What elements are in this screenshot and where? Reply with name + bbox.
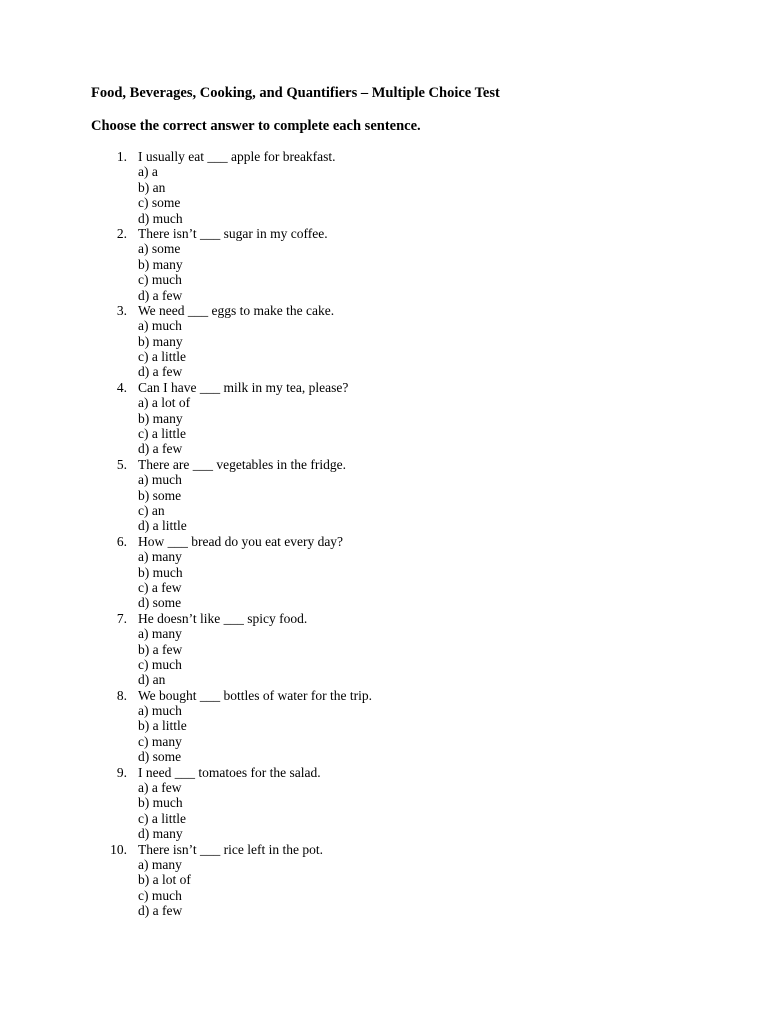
question-number: 1. — [116, 149, 127, 164]
answer-option: c) a little — [138, 426, 186, 442]
answer-option: b) an — [138, 179, 166, 195]
instructions-text: Choose the correct answer to complete each sentence. — [91, 118, 421, 134]
question-item — [0, 534, 768, 611]
question-item — [0, 765, 768, 842]
answer-option: d) some — [138, 595, 182, 611]
answer-options — [0, 395, 768, 457]
answer-option: d) some — [138, 749, 182, 765]
answer-option: b) a little — [138, 718, 187, 734]
question-number: 3. — [116, 302, 127, 318]
question-number: 5. — [116, 456, 127, 472]
question-item — [0, 842, 768, 919]
page-title: Food, Beverages, Cooking, and Quantifiers – Multiple Choice Test — [91, 85, 500, 101]
question-text: There are ___ vegetables in the fridge. — [138, 456, 347, 472]
answer-option: b) many — [138, 256, 183, 272]
answer-options — [0, 472, 768, 534]
question-line — [0, 149, 768, 164]
answer-option: c) an — [138, 502, 165, 518]
answer-option: d) a few — [138, 287, 183, 303]
answer-option: a) much — [138, 318, 182, 334]
question-line — [0, 688, 768, 703]
answer-option: d) an — [138, 672, 166, 688]
question-line — [0, 303, 768, 318]
answer-option: d) many — [138, 826, 183, 842]
answer-option: b) some — [138, 487, 182, 503]
answer-option: b) a lot of — [138, 872, 191, 888]
question-item — [0, 226, 768, 303]
question-text: There isn’t ___ rice left in the pot. — [138, 841, 323, 857]
answer-option: a) a few — [138, 780, 182, 796]
question-text: There isn’t ___ sugar in my coffee. — [138, 225, 328, 241]
answer-option: b) much — [138, 795, 183, 811]
answer-option: d) a little — [138, 518, 187, 534]
answer-option: a) some — [138, 241, 181, 257]
answer-option: a) a — [138, 164, 158, 180]
question-number: 10. — [110, 841, 127, 857]
answer-option: a) many — [138, 856, 182, 872]
answer-option: c) much — [138, 887, 182, 903]
answer-option: a) many — [138, 626, 182, 642]
answer-option: d) much — [138, 210, 183, 226]
question-number: 9. — [116, 764, 127, 780]
answer-option: c) much — [138, 272, 182, 288]
question-text: He doesn’t like ___ spicy food. — [138, 610, 308, 626]
question-line — [0, 457, 768, 472]
question-line — [0, 534, 768, 549]
answer-options — [0, 857, 768, 919]
question-list — [0, 149, 768, 919]
answer-options — [0, 241, 768, 303]
question-line — [0, 380, 768, 395]
question-number: 6. — [116, 533, 127, 549]
answer-option: b) many — [138, 333, 183, 349]
answer-option: a) much — [138, 472, 182, 488]
answer-options — [0, 626, 768, 688]
question-number: 8. — [116, 687, 127, 703]
question-item — [0, 149, 768, 226]
question-item — [0, 688, 768, 765]
answer-option: c) a little — [138, 810, 186, 826]
question-text: I usually eat ___ apple for breakfast. — [138, 149, 336, 164]
answer-options — [0, 318, 768, 380]
answer-option: a) a lot of — [138, 395, 191, 411]
question-line — [0, 842, 768, 857]
answer-option: a) much — [138, 703, 182, 719]
question-text: I need ___ tomatoes for the salad. — [138, 764, 321, 780]
question-number: 4. — [116, 379, 127, 395]
answer-options — [0, 703, 768, 765]
question-item — [0, 303, 768, 380]
question-number: 7. — [116, 610, 127, 626]
question-line — [0, 765, 768, 780]
question-number: 2. — [116, 225, 127, 241]
answer-option: a) many — [138, 549, 182, 565]
question-item — [0, 611, 768, 688]
answer-option: c) a few — [138, 579, 182, 595]
question-line — [0, 611, 768, 626]
answer-option: d) a few — [138, 441, 183, 457]
question-text: How ___ bread do you eat every day? — [138, 533, 344, 549]
answer-options — [0, 164, 768, 226]
question-text: We bought ___ bottles of water for the trip. — [138, 687, 372, 703]
answer-options — [0, 780, 768, 842]
answer-option: c) a little — [138, 349, 186, 365]
answer-option: c) much — [138, 656, 182, 672]
answer-option: b) much — [138, 564, 183, 580]
answer-option: d) a few — [138, 364, 183, 380]
question-line — [0, 226, 768, 241]
answer-option: b) a few — [138, 641, 183, 657]
answer-option: c) many — [138, 733, 182, 749]
answer-option: b) many — [138, 410, 183, 426]
answer-options — [0, 549, 768, 611]
question-text: Can I have ___ milk in my tea, please? — [138, 379, 349, 395]
question-item — [0, 380, 768, 457]
question-item — [0, 457, 768, 534]
answer-option: c) some — [138, 195, 181, 211]
answer-option: d) a few — [138, 903, 183, 919]
question-text: We need ___ eggs to make the cake. — [138, 302, 335, 318]
